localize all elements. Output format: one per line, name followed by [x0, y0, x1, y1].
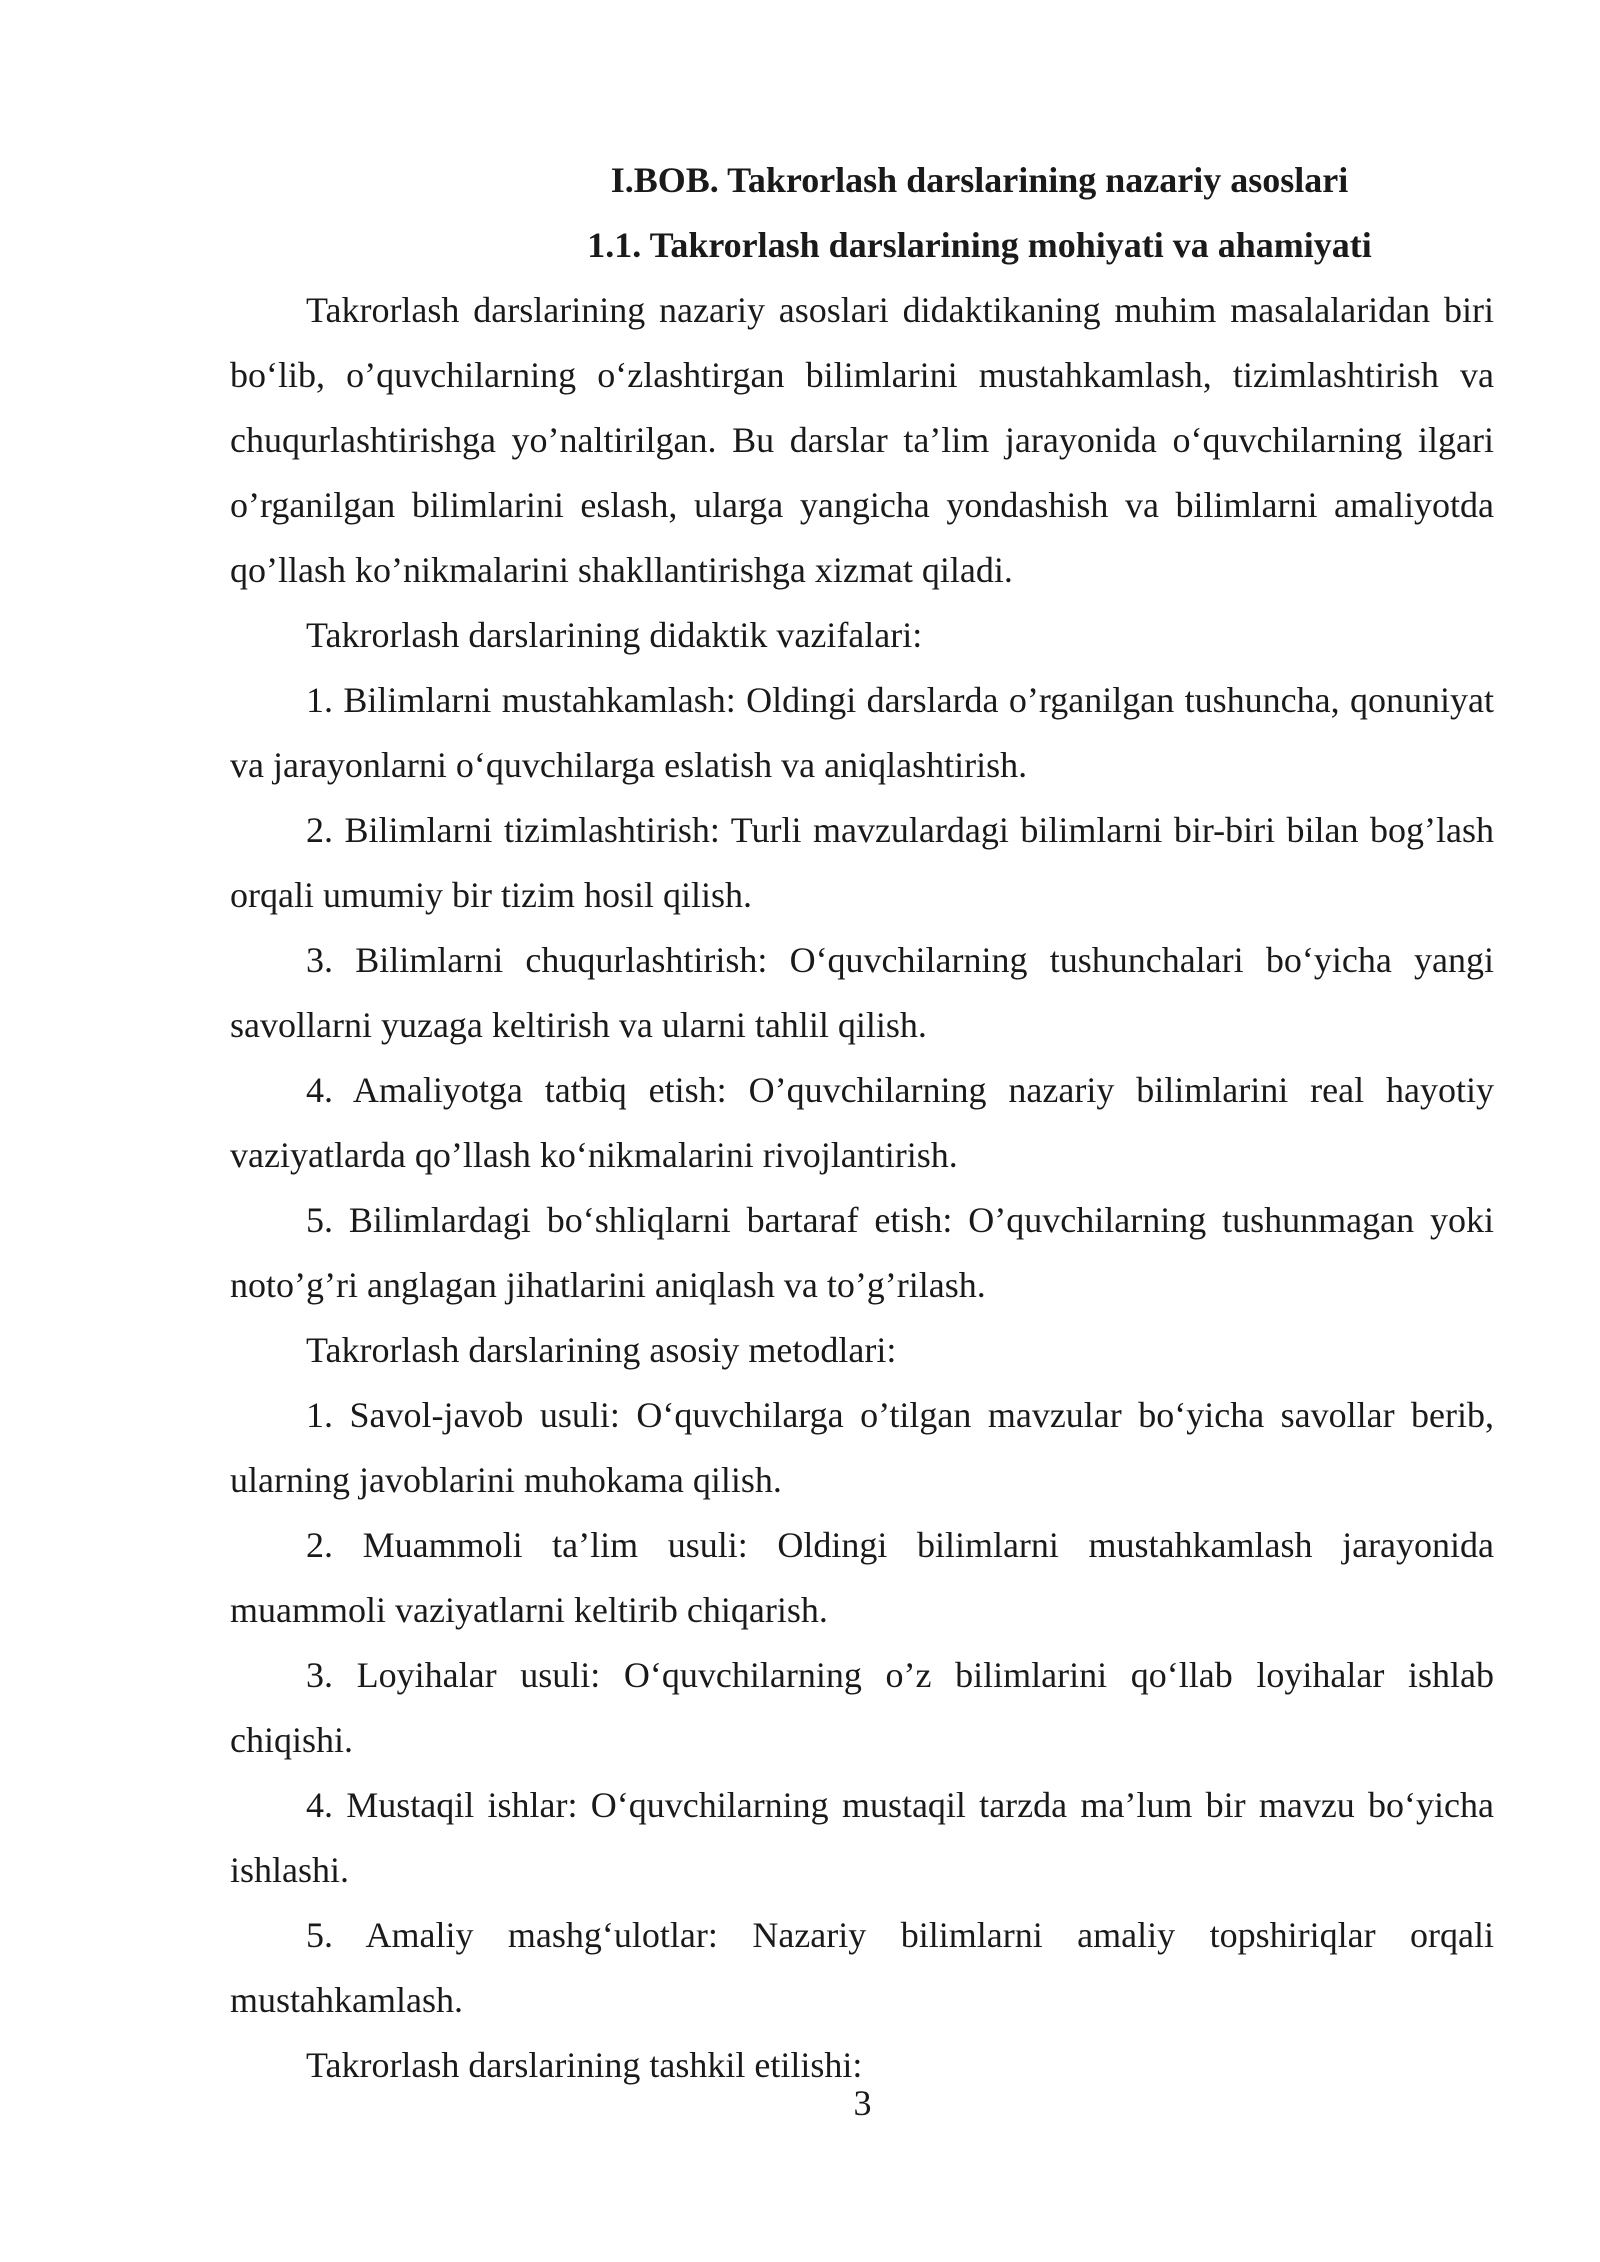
chapter-title: I.BOB. Takrorlash darslarining nazariy asoslari [610, 160, 1349, 200]
paragraph-methods-heading: Takrorlash darslarining asosiy metodlari: [306, 1330, 897, 1370]
page-number: 3 [853, 2083, 872, 2123]
list-item-task-4: 4. Amaliyotga tatbiq etish: O’quvchilarning nazariy bilimlarini real hayotiy vaziyatlarda qo’llash ko‘nikmalarini rivojlantirish. [230, 1070, 1494, 1175]
paragraph-didactic-tasks-heading: Takrorlash darslarining didaktik vazifalari: [306, 615, 923, 655]
paragraph-intro: Takrorlash darslarining nazariy asoslari didaktikaning muhim masalalaridan biri bo‘lib, o’quvchilarning o‘zlashtirgan bilimlarini mustahkamlash, tizimlashtirish va chuqurlashtirishga yo’naltirilgan. Bu darslar ta’lim jarayonida o‘quvchilarning ilgari o’rganilgan bilimlarini eslash, ularga yangicha yondashish va bilimlarni amaliyotda qo’llash ko’nikmalarini shakllantirishga xizmat qiladi. [230, 290, 1494, 590]
list-item-task-2: 2. Bilimlarni tizimlashtirish: Turli mavzulardagi bilimlarni bir-biri bilan bog’lash orqali umumiy bir tizim hosil qilish. [230, 810, 1494, 915]
section-title: 1.1. Takrorlash darslarining mohiyati va ahamiyati [587, 225, 1372, 265]
page-body [230, 148, 1494, 2098]
list-item-method-3: 3. Loyihalar usuli: O‘quvchilarning o’z bilimlarini qo‘llab loyihalar ishlab chiqishi. [230, 1655, 1494, 1760]
paragraph-organization-heading: Takrorlash darslarining tashkil etilishi: [306, 2045, 863, 2085]
list-item-method-5: 5. Amaliy mashg‘ulotlar: Nazariy bilimlarni amaliy topshiriqlar orqali mustahkamlash. [230, 1915, 1494, 2020]
list-item-method-1: 1. Savol-javob usuli: O‘quvchilarga o’tilgan mavzular bo‘yicha savollar berib, ularning javoblarini muhokama qilish. [230, 1395, 1494, 1500]
list-item-method-4: 4. Mustaqil ishlar: O‘quvchilarning mustaqil tarzda ma’lum bir mavzu bo‘yicha ishlashi. [230, 1785, 1494, 1890]
list-item-task-1: 1. Bilimlarni mustahkamlash: Oldingi darslarda o’rganilgan tushuncha, qonuniyat va jarayonlarni o‘quvchilarga eslatish va aniqlashtirish. [230, 680, 1494, 785]
list-item-task-5: 5. Bilimlardagi bo‘shliqlarni bartaraf etish: O’quvchilarning tushunmagan yoki noto’g’ri anglagan jihatlarini aniqlash va to’g’rilash. [230, 1200, 1494, 1305]
list-item-method-2: 2. Muammoli ta’lim usuli: Oldingi bilimlarni mustahkamlash jarayonida muammoli vaziyatlarni keltirib chiqarish. [230, 1525, 1494, 1630]
list-item-task-3: 3. Bilimlarni chuqurlashtirish: O‘quvchilarning tushunchalari bo‘yicha yangi savollarni yuzaga keltirish va ularni tahlil qilish. [230, 940, 1494, 1045]
